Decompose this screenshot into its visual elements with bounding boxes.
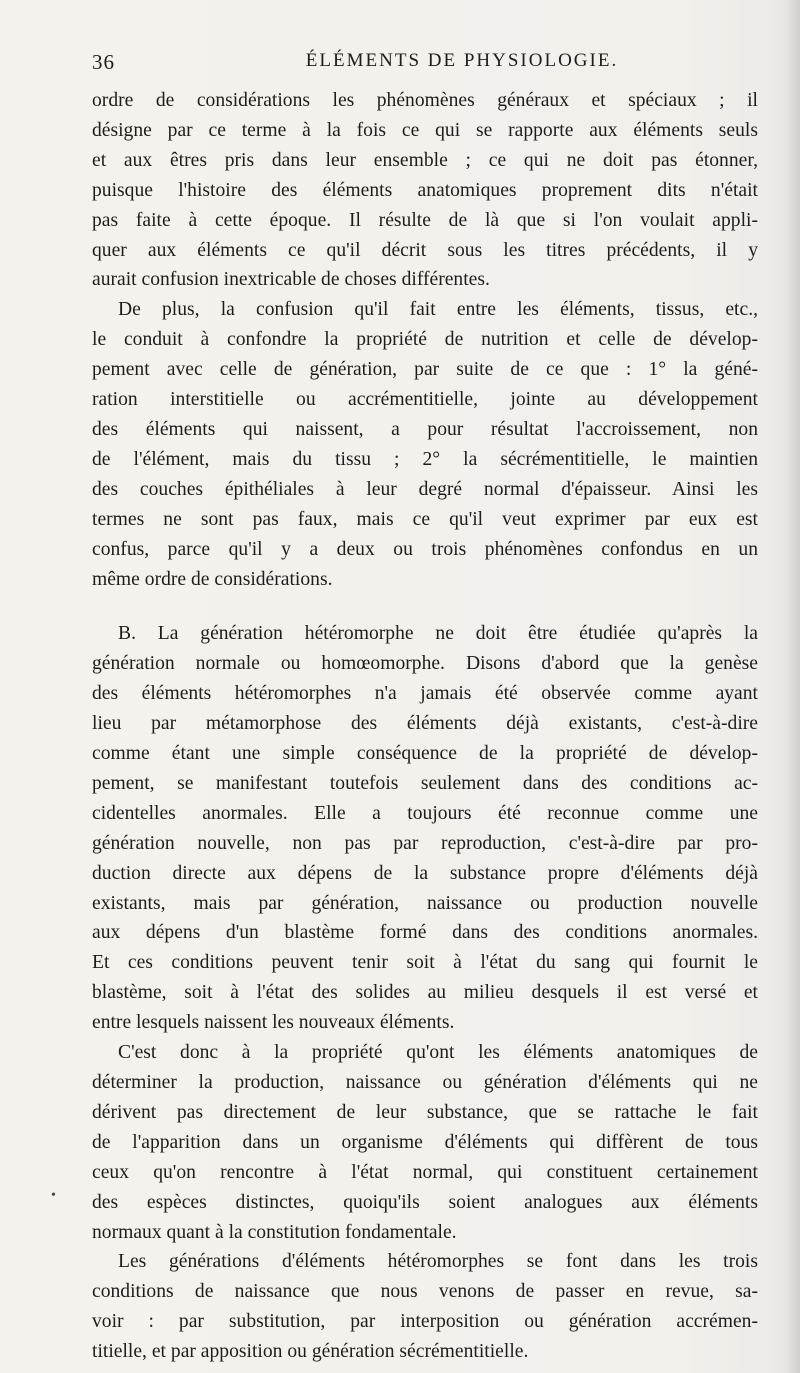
- text-line: Les générations d'éléments hétéromorphes se font dans les trois: [118, 1251, 758, 1273]
- text-line: de l'apparition dans un organisme d'éléments qui diffèrent de tous: [92, 1131, 758, 1153]
- paragraph: [92, 1038, 758, 1247]
- text-line: des espèces distinctes, quoiqu'ils soient analogues aux éléments: [92, 1191, 758, 1213]
- text-line: titielle, et par apposition ou génération sécrémentitielle.: [92, 1341, 529, 1363]
- text-line: ordre de considérations les phénomènes généraux et spéciaux ; il: [92, 90, 758, 111]
- text-line: confus, parce qu'il y a deux ou trois phénomènes confondus en un: [92, 538, 758, 560]
- body-text: [92, 86, 758, 1367]
- stray-mark: •: [51, 1188, 56, 1203]
- text-line: le conduit à confondre la propriété de nutrition et celle de dévelop-: [92, 329, 758, 351]
- text-line: des éléments qui naissent, a pour résultat l'accroissement, non: [92, 418, 758, 440]
- text-line: De plus, la confusion qu'il fait entre les éléments, tissus, etc.,: [118, 299, 758, 321]
- page-number: 36: [92, 50, 115, 74]
- text-line: génération normale ou homœomorphe. Disons d'abord que la genèse: [92, 653, 758, 675]
- text-line: déterminer la production, naissance ou génération d'éléments qui ne: [92, 1072, 758, 1093]
- paragraph: [92, 86, 758, 295]
- text-line: entre lesquels naissent les nouveaux éléments.: [92, 1012, 455, 1034]
- text-line: Et ces conditions peuvent tenir soit à l'état du sang qui fournit le: [92, 952, 758, 974]
- text-line: conditions de naissance que nous venons de passer en revue, sa-: [92, 1281, 758, 1303]
- text-line: puisque l'histoire des éléments anatomiques proprement dits n'était: [92, 179, 758, 201]
- text-line: ceux qu'on rencontre à l'état normal, qui constituent certainement: [92, 1161, 758, 1183]
- paragraph: [92, 1247, 758, 1367]
- running-title: ÉLÉMENTS DE PHYSIOLOGIE.: [305, 50, 619, 71]
- text-line: duction directe aux dépens de la substance propre d'éléments déjà: [92, 862, 758, 884]
- text-line: normaux quant à la constitution fondamentale.: [92, 1221, 457, 1243]
- text-line: dérivent pas directement de leur substance, que se rattache le fait: [92, 1101, 758, 1123]
- text-line: comme étant une simple conséquence de la propriété de dévelop-: [92, 743, 758, 765]
- text-line: de l'élément, mais du tissu ; 2° la sécrémentitielle, le maintien: [92, 448, 758, 470]
- paragraph: [92, 295, 758, 594]
- paragraph: [92, 619, 758, 1038]
- text-line: génération nouvelle, non pas par reproduction, c'est-à-dire par pro-: [92, 832, 758, 854]
- text-line: C'est donc à la propriété qu'ont les éléments anatomiques de: [118, 1042, 758, 1064]
- paragraph-gap: [92, 594, 758, 619]
- text-line: lieu par métamorphose des éléments déjà existants, c'est-à-dire: [92, 713, 758, 735]
- text-line: aux dépens d'un blastème formé dans des conditions anormales.: [92, 922, 758, 944]
- text-line: aurait confusion inextricable de choses différentes.: [92, 269, 490, 291]
- text-line: existants, mais par génération, naissance ou production nouvelle: [92, 892, 758, 914]
- text-line: termes ne sont pas faux, mais ce qu'il veut exprimer par eux est: [92, 508, 758, 530]
- text-line: B. La génération hétéromorphe ne doit être étudiée qu'après la: [118, 623, 758, 645]
- text-line: quer aux éléments ce qu'il décrit sous les titres précédents, il y: [92, 239, 758, 261]
- text-line: désigne par ce terme à la fois ce qui se rapporte aux éléments seuls: [92, 119, 758, 141]
- text-line: blastème, soit à l'état des solides au milieu desquels il est versé et: [92, 982, 758, 1004]
- text-line: pement, se manifestant toutefois seulement dans des conditions ac-: [92, 772, 758, 794]
- text-line: des éléments hétéromorphes n'a jamais été observée comme ayant: [92, 683, 758, 705]
- page-edge-shadow: [786, 0, 800, 1373]
- text-line: et aux êtres pris dans leur ensemble ; ce qui ne doit pas étonner,: [92, 149, 758, 171]
- text-line: voir : par substitution, par interposition ou génération accrémen-: [92, 1311, 758, 1333]
- text-line: même ordre de considérations.: [92, 568, 333, 590]
- text-line: ration interstitielle ou accrémentitielle, jointe au développement: [92, 389, 758, 411]
- text-line: pas faite à cette époque. Il résulte de là que si l'on voulait appli-: [92, 209, 758, 231]
- text-line: cidentelles anormales. Elle a toujours été reconnue comme une: [92, 802, 758, 824]
- text-line: pement avec celle de génération, par suite de ce que : 1° la géné-: [92, 359, 758, 381]
- page-header: [92, 50, 758, 80]
- text-line: des couches épithéliales à leur degré normal d'épaisseur. Ainsi les: [92, 478, 758, 500]
